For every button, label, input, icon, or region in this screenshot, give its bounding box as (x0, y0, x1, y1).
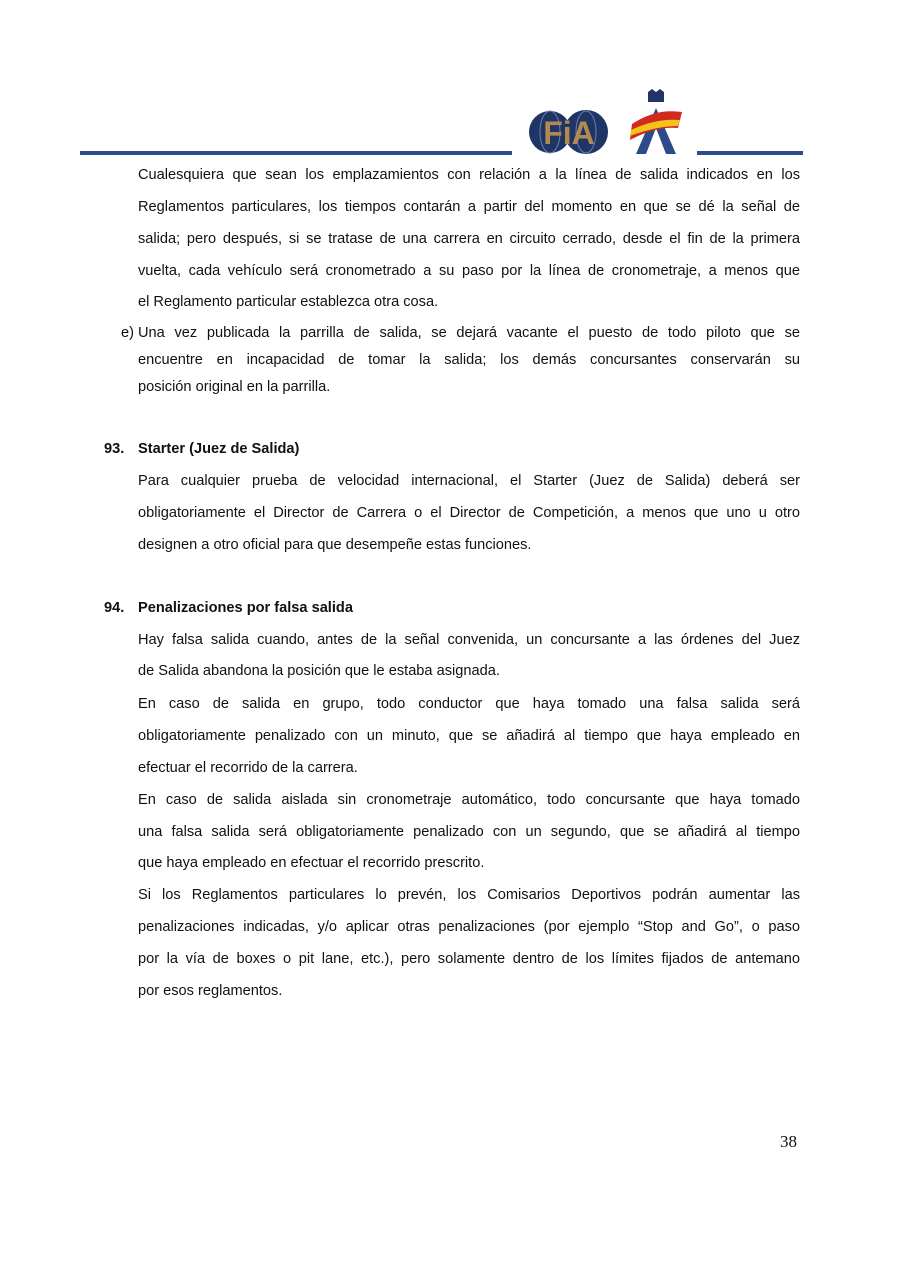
text-line: de Salida abandona la posición que le estaba asignada. (138, 663, 500, 679)
text-line: obligatoriamente penalizado con un minuto, que se añadirá al tiempo que haya empleado en (138, 728, 800, 744)
text-line: Una vez publicada la parrilla de salida, se dejará vacante el puesto de todo piloto que se (138, 325, 800, 341)
page-number: 38 (780, 1132, 797, 1151)
rfeda-logo (626, 88, 688, 158)
svg-text:FiA: FiA (543, 115, 595, 151)
section-title-94: Penalizaciones por falsa salida (138, 600, 353, 616)
text-line: posición original en la parrilla. (138, 379, 331, 395)
list-label-e: e) (121, 325, 134, 341)
text-line: Si los Reglamentos particulares lo prevén, los Comisarios Deportivos podrán aumentar las (138, 887, 800, 903)
fia-logo (528, 104, 610, 160)
text-line: que haya empleado en efectuar el recorrido prescrito. (138, 855, 485, 871)
text-line: En caso de salida aislada sin cronometraje automático, todo concursante que haya tomado (138, 792, 800, 808)
text-line: encuentre en incapacidad de tomar la salida; los demás concursantes conservarán su (138, 352, 800, 368)
header-rule-left (80, 151, 512, 155)
section-title-93: Starter (Juez de Salida) (138, 441, 300, 457)
section-number-94: 94. (104, 600, 125, 616)
text-line: por esos reglamentos. (138, 983, 283, 999)
text-line: designen a otro oficial para que desempeñe estas funciones. (138, 537, 532, 553)
text-line: Cualesquiera que sean los emplazamientos con relación a la línea de salida indicados en los (138, 167, 800, 183)
text-line: vuelta, cada vehículo será cronometrado a su paso por la línea de cronometraje, a menos que (138, 263, 800, 279)
text-line: Hay falsa salida cuando, antes de la señal convenida, un concursante a las órdenes del Juez (138, 632, 800, 648)
text-line: el Reglamento particular establezca otra cosa. (138, 294, 439, 310)
text-line: En caso de salida en grupo, todo conductor que haya tomado una falsa salida será (138, 696, 800, 712)
text-line: por la vía de boxes o pit lane, etc.), pero solamente dentro de los límites fijados de antemano (138, 951, 800, 967)
text-line: salida; pero después, si se tratase de una carrera en circuito cerrado, desde el fin de la primera (138, 231, 800, 247)
text-line: obligatoriamente el Director de Carrera o el Director de Competición, a menos que uno u otro (138, 505, 800, 521)
text-line: Reglamentos particulares, los tiempos contarán a partir del momento en que se dé la señal de (138, 199, 800, 215)
header-rule-right (697, 151, 803, 155)
text-line: Para cualquier prueba de velocidad internacional, el Starter (Juez de Salida) deberá ser (138, 473, 800, 489)
text-line: penalizaciones indicadas, y/o aplicar otras penalizaciones (por ejemplo “Stop and Go”, o paso (138, 919, 800, 935)
text-line: una falsa salida será obligatoriamente penalizado con un segundo, que se añadirá al tiempo (138, 824, 800, 840)
text-line: efectuar el recorrido de la carrera. (138, 760, 358, 776)
section-number-93: 93. (104, 441, 125, 457)
